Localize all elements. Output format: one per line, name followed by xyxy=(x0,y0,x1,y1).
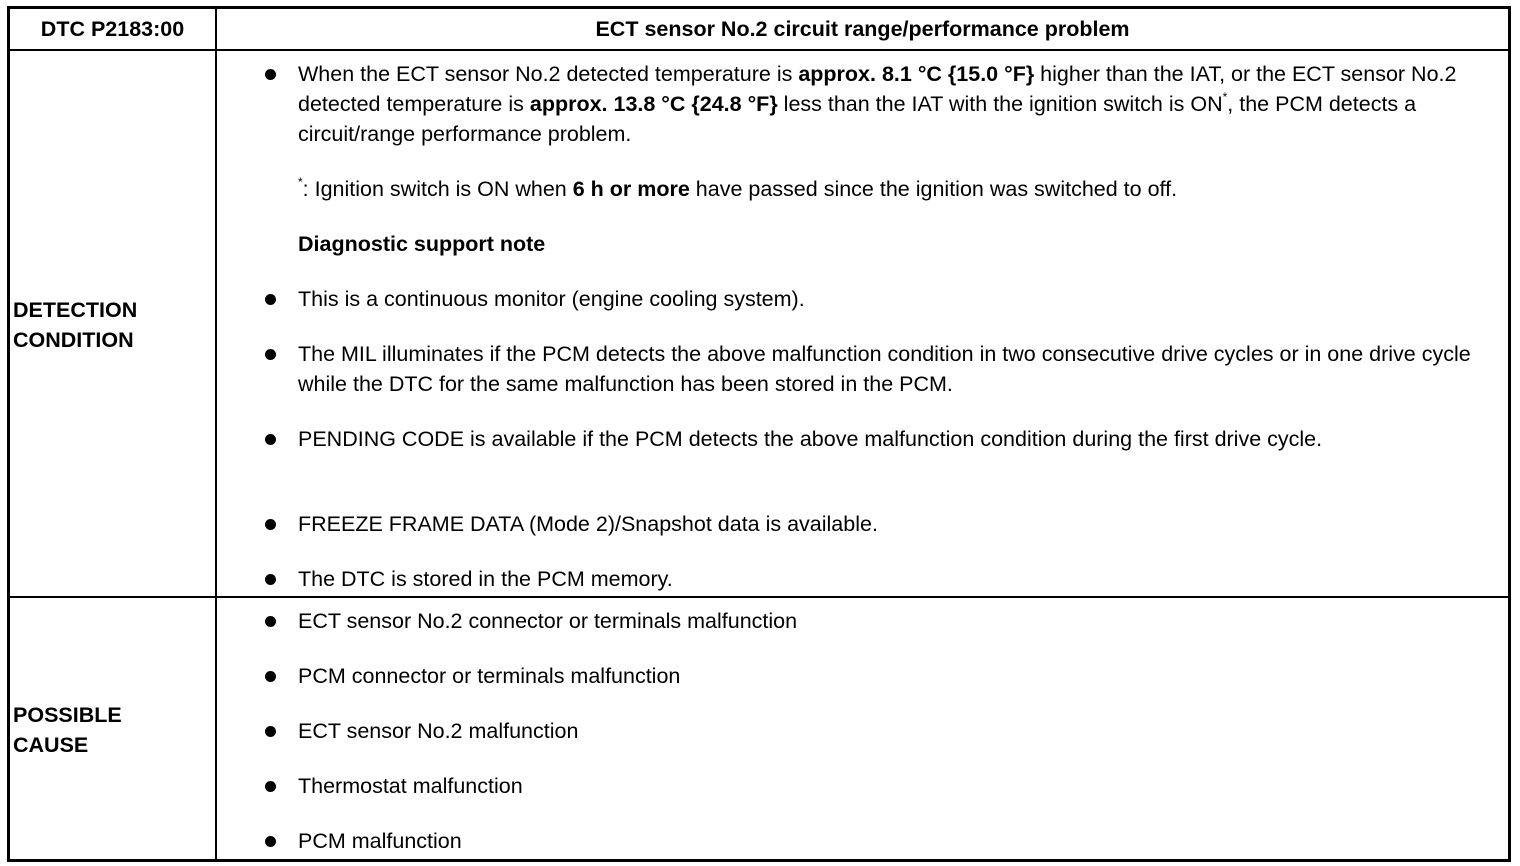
dtc-code: DTC P2183:00 xyxy=(40,16,185,41)
header-divider xyxy=(10,49,1508,51)
detection-note: The DTC is stored in the PCM memory. xyxy=(298,567,673,591)
bullet-icon xyxy=(265,69,276,80)
bullet-icon xyxy=(265,781,276,792)
bullet-icon xyxy=(265,349,276,360)
possible-cause-label xyxy=(13,700,122,760)
possible-cause-item: ECT sensor No.2 malfunction xyxy=(298,719,579,743)
possible-label-line1: POSSIBLE xyxy=(13,703,122,727)
detection-condition-label xyxy=(13,295,137,355)
detection-note: FREEZE FRAME DATA (Mode 2)/Snapshot data is available. xyxy=(298,512,878,536)
bullet-icon xyxy=(265,294,276,305)
bullet-icon xyxy=(265,836,276,847)
detection-note: PENDING CODE is available if the PCM detects the above malfunction condition during the first drive cycle. xyxy=(298,427,1323,451)
footnote-marker: * xyxy=(1222,90,1228,104)
dtc-table xyxy=(7,6,1511,862)
detection-main-text: When the ECT sensor No.2 detected temperature is approx. 8.1 °C {15.0 °F} higher than the IAT, or the ECT sensor No.2 detected temperature is approx. 13.8 °C {24.8 °F} less than the IAT with the ignition switch is ON*, the PCM detects a circuit/range performance problem. xyxy=(298,62,1457,146)
bullet-icon xyxy=(265,519,276,530)
detection-note: The MIL illuminates if the PCM detects the above malfunction condition in two consecutive drive cycles or in one drive cycle while the DTC for the same malfunction has been stored in the PCM. xyxy=(298,342,1471,396)
bullet-icon xyxy=(265,574,276,585)
possible-cause-item: PCM malfunction xyxy=(298,829,462,853)
column-divider xyxy=(215,9,217,859)
detection-label-line2: CONDITION xyxy=(13,328,134,352)
dtc-description: ECT sensor No.2 circuit range/performance problem xyxy=(595,16,1130,41)
possible-label-line2: CAUSE xyxy=(13,733,89,757)
diagnostic-support-heading: Diagnostic support note xyxy=(298,232,546,256)
possible-cause-item: PCM connector or terminals malfunction xyxy=(298,664,681,688)
bullet-icon xyxy=(265,671,276,682)
bullet-icon xyxy=(265,434,276,445)
possible-cause-item: Thermostat malfunction xyxy=(298,774,523,798)
bullet-icon xyxy=(265,726,276,737)
detection-label-line1: DETECTION xyxy=(13,298,138,322)
detection-footnote: *: Ignition switch is ON when 6 h or more have passed since the ignition was switched to off. xyxy=(298,175,1178,201)
possible-cause-item: ECT sensor No.2 connector or terminals malfunction xyxy=(298,609,798,633)
detection-note: This is a continuous monitor (engine cooling system). xyxy=(298,287,805,311)
bullet-icon xyxy=(265,616,276,627)
row-divider xyxy=(10,596,1508,598)
